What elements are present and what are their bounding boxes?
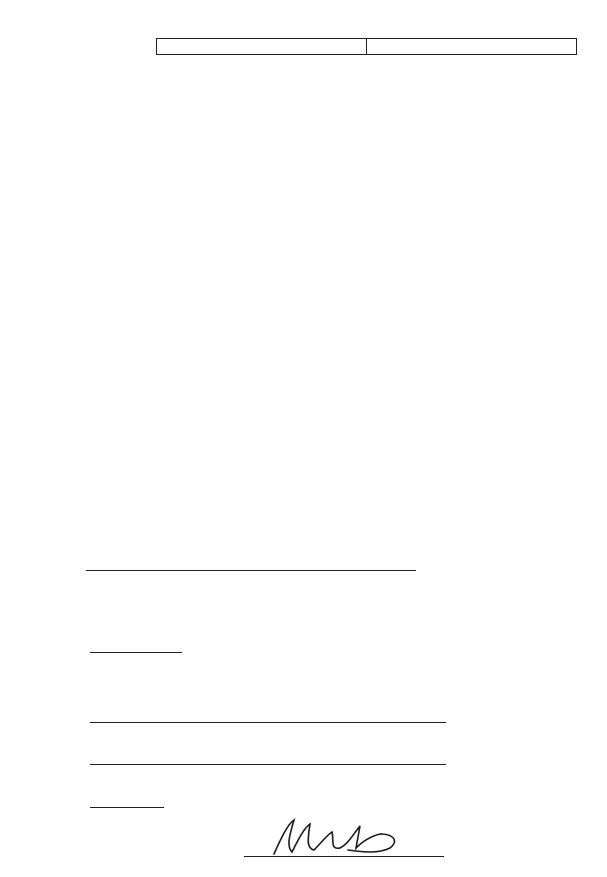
candidate-table	[156, 38, 577, 55]
proxy-capacity-line[interactable]	[90, 764, 446, 765]
capacity-line[interactable]	[86, 570, 416, 571]
name-column-header	[367, 39, 577, 55]
signature-line[interactable]	[244, 856, 444, 857]
proxy-name-line[interactable]	[90, 722, 446, 723]
handwritten-signature	[268, 810, 408, 860]
proxy-lot-line[interactable]	[90, 807, 164, 808]
lot-line[interactable]	[90, 652, 182, 653]
number-column-header	[157, 39, 367, 55]
